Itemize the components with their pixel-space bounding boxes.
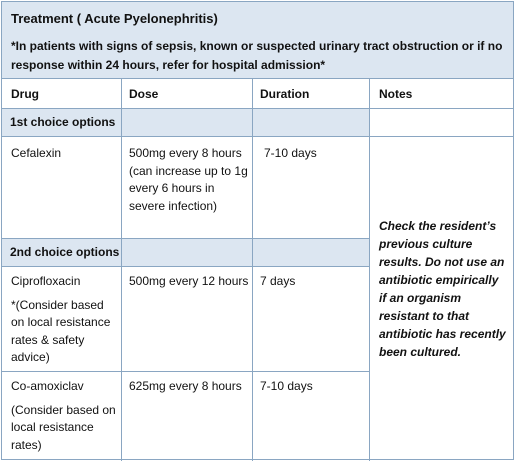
notes-cell: Check the resident’s previous culture results. Do not use an antibiotic empirically if an organism resistant to that antibiotic has recently been cultured. bbox=[379, 219, 506, 359]
dose-cell: 625mg every 8 hours bbox=[129, 379, 242, 393]
duration-cell: 7 days bbox=[260, 274, 296, 288]
section-first-choice: 1st choice options bbox=[2, 109, 369, 136]
section-second-choice: 2nd choice options bbox=[2, 239, 369, 266]
header-drug: Drug bbox=[11, 87, 39, 101]
duration-cell: 7-10 days bbox=[260, 379, 313, 393]
duration-cell: 7-10 days bbox=[264, 146, 317, 160]
panel-title: Treatment ( Acute Pyelonephritis) bbox=[11, 11, 218, 26]
header-notes: Notes bbox=[379, 87, 413, 101]
admission-note: *In patients with signs of sepsis, known or suspected urinary tract obstruction or if no response within 24 hours, refer for hospital admission* bbox=[11, 39, 503, 72]
drug-note: *(Consider based on local resistance rates & safety advice) bbox=[11, 297, 111, 364]
drug-cell bbox=[11, 145, 121, 163]
drug-cell bbox=[11, 378, 121, 454]
dose-cell: 500mg every 8 hours (can increase up to 1g every 6 hours in severe infection) bbox=[129, 146, 248, 213]
drug-name: Cefalexin bbox=[11, 146, 62, 160]
treatment-panel bbox=[1, 1, 514, 460]
drug-name: Co-amoxiclav bbox=[11, 379, 84, 393]
drug-note: (Consider based on local resistance rates) bbox=[11, 402, 116, 452]
dose-cell: 500mg every 12 hours bbox=[129, 274, 249, 288]
panel-header bbox=[2, 2, 513, 79]
drug-cell bbox=[11, 273, 119, 367]
header-dose: Dose bbox=[129, 87, 159, 101]
drug-name: Ciprofloxacin bbox=[11, 274, 81, 288]
header-duration: Duration bbox=[260, 87, 310, 101]
